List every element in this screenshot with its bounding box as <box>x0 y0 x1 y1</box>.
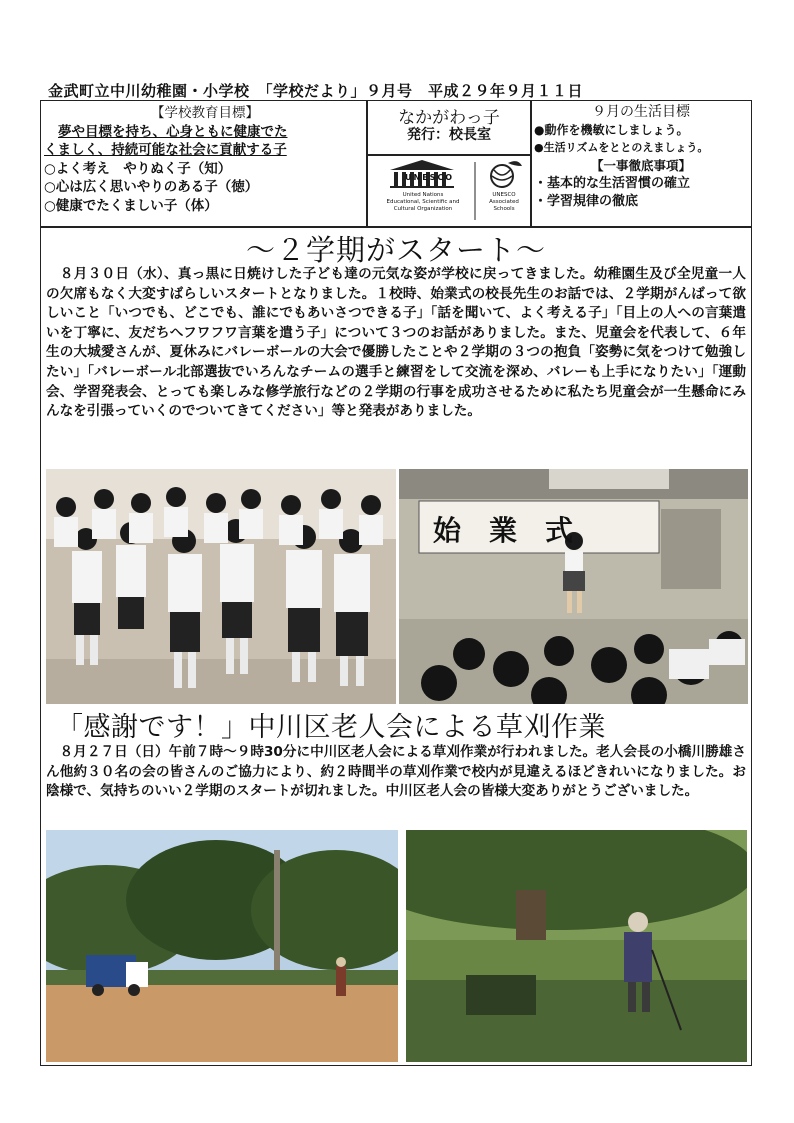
ceremony-sign: 始 業 式 <box>433 514 574 547</box>
school-goals-line: ○よく考え やりぬく子（知） <box>44 160 232 177</box>
newsletter-header: 金武町立中川幼稚園・小学校 「学校だより」９月号 平成２９年９月１１日 <box>48 82 584 100</box>
monthly-goal-item: ●動作を機敏にしましょう。 <box>534 123 689 137</box>
focus-item: ・基本的な生活習慣の確立 <box>534 176 691 191</box>
school-goals-line: ○健康でたくましい子（体） <box>44 197 218 214</box>
publisher: 発行：校長室 <box>407 127 491 143</box>
focus-title: 【一事徹底事項】 <box>590 158 691 173</box>
monthly-goals <box>534 103 748 211</box>
students-photo <box>46 469 396 704</box>
unesco-word: UNESCO <box>405 173 455 182</box>
unesco-logos <box>372 158 527 224</box>
article1-body: ８月３０日（水）、真っ黒に日焼けした子ども達の元気な姿が学校に戻ってきました。幼稚園生及び全児童一人の欠席もなく大変すばらしいスタートとなりました。１校時、始業式の校長先生のお話では、２学期がんばって欲しいこと「いつでも、どこでも、誰にでもあいさつできる子」「話を聞いて、よく考える子」「目上の人への言葉遣いを丁寧に、友だちへフワフワ言葉を遣う子」について３つのお話がありました。また、児童会を代表して、６年生の大城愛さんが、夏休みにバレーボールの大会で優勝したことや２学期の３つの抱負「姿勢に気をつけて勉強したい」「バレーボール北部選抜でいろんなチームの選手と練習をして交流を深め、バレーも上手になりたい」「運動会、学習発表会、とっても楽しみな修学旅行などの２学期の行事を成功させるために私たち児童会が一生懸命にみんなを引張っていくのでついてきてください」等と発表がありました。 <box>46 266 746 420</box>
school-goals-line: くましく、持続可能な社会に貢献する子 <box>44 142 287 158</box>
asp-caption: UNESCO Associated Schools <box>489 192 519 212</box>
school-goals-line: ○心は広く思いやりのある子（徳） <box>44 179 259 195</box>
mowing-photo <box>406 830 747 1062</box>
ceremony-photo <box>399 469 748 704</box>
unesco-caption: United Nations Educational, Scientific and Cultural Organization <box>386 192 460 212</box>
article2-body: ８月２７日（日）午前７時～９時30分に中川区老人会による草刈作業が行われました。老人会長の小橋川勝雄さん他約３０名の会の皆さんのご協力により、約２時間半の草刈作業で校内が見違えるほどきれいになりました。お陰様で、気持ちのいい２学期のスタートが切れました。中川区老人会の皆様大変ありがとうございました。 <box>46 744 746 800</box>
divider <box>366 100 368 227</box>
school-goals-line: 夢や目標を持ち、心身ともに健康でた <box>58 123 288 140</box>
monthly-goal-item: ●生活リズムをととのえましょう。 <box>534 141 709 154</box>
divider <box>366 154 530 156</box>
monthly-goals-title: ９月の生活目標 <box>592 104 690 120</box>
article1-title: ～２学期がスタート～ <box>245 233 546 267</box>
school-goals <box>44 104 366 215</box>
divider <box>530 100 532 227</box>
field-photo <box>46 830 398 1062</box>
unesco-temple-icon <box>372 158 527 224</box>
article2-title: 「感謝です！」中川区老人会による草刈作業 <box>56 712 606 743</box>
school-goals-title: 【学校教育目標】 <box>151 105 259 121</box>
newsletter-name: なかがわっ子 <box>398 108 500 128</box>
focus-item: ・学習規律の徹底 <box>534 194 639 209</box>
